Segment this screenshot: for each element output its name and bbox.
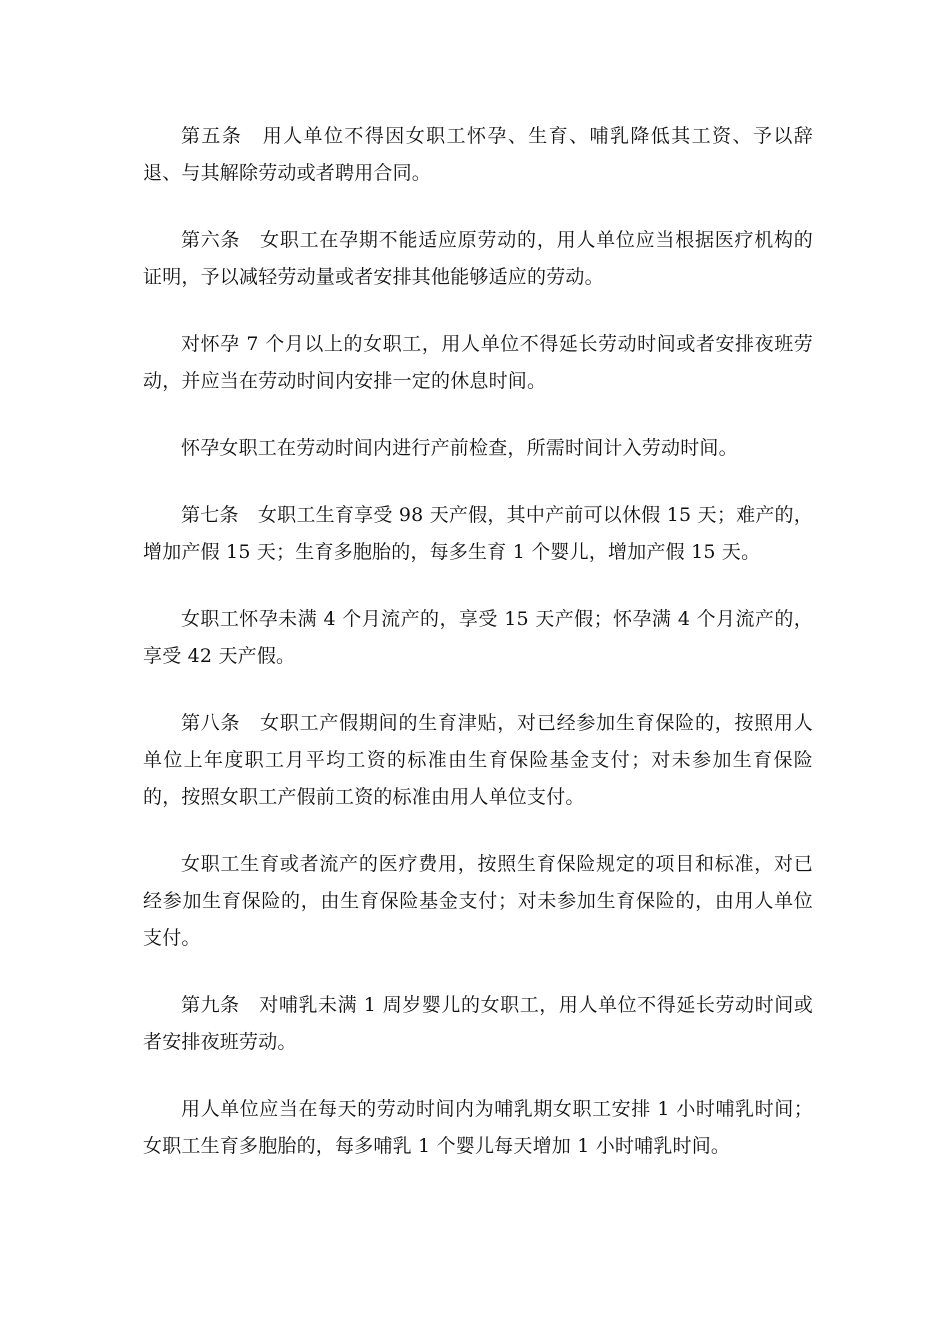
paragraph-article-6: 第六条 女职工在孕期不能适应原劳动的，用人单位应当根据医疗机构的证明，予以减轻劳动量或者安排其他能够适应的劳动。 [143,229,813,288]
paragraph-article-8-medical-costs: 女职工生育或者流产的医疗费用，按照生育保险规定的项目和标准，对已经参加生育保险的，由生育保险基金支付；对未参加生育保险的，由用人单位支付。 [143,853,813,949]
paragraph-article-7-miscarriage: 女职工怀孕未满 4 个月流产的，享受 15 天产假；怀孕满 4 个月流产的，享受 42 天产假。 [143,608,813,667]
paragraph-article-6-prenatal-check: 怀孕女职工在劳动时间内进行产前检查，所需时间计入劳动时间。 [181,437,738,459]
document-body [143,118,813,1195]
paragraph-article-8: 第八条 女职工产假期间的生育津贴，对已经参加生育保险的，按照用人单位上年度职工月平均工资的标准由生育保险基金支付；对未参加生育保险的，按照女职工产假前工资的标准由用人单位支付。 [143,712,813,808]
paragraph-article-9-nursing-time: 用人单位应当在每天的劳动时间内为哺乳期女职工安排 1 小时哺乳时间；女职工生育多胞胎的，每多哺乳 1 个婴儿每天增加 1 小时哺乳时间。 [143,1098,813,1157]
paragraph-article-7: 第七条 女职工生育享受 98 天产假，其中产前可以休假 15 天；难产的，增加产假 15 天；生育多胞胎的，每多生育 1 个婴儿，增加产假 15 天。 [143,504,813,563]
paragraph-article-5: 第五条 用人单位不得因女职工怀孕、生育、哺乳降低其工资、予以辞退、与其解除劳动或者聘用合同。 [143,125,813,184]
paragraph-article-9: 第九条 对哺乳未满 1 周岁婴儿的女职工，用人单位不得延长劳动时间或者安排夜班劳动。 [143,994,813,1053]
paragraph-article-6-pregnancy-7-months: 对怀孕 7 个月以上的女职工，用人单位不得延长劳动时间或者安排夜班劳动，并应当在劳动时间内安排一定的休息时间。 [143,333,813,392]
